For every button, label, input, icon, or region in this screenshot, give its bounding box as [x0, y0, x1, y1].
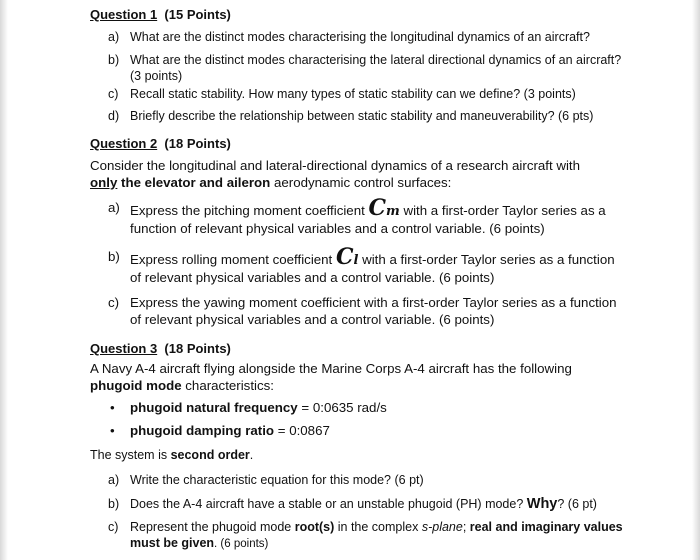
- q3-item-c-post: . (6 points): [214, 538, 269, 550]
- q3-intro-rest: characteristics:: [181, 378, 274, 393]
- q1-item-d-text: Briefly describe the relationship between static stability and maneuverability? (6 pts): [130, 109, 594, 123]
- q3-item-c-bold1: root(s): [294, 520, 335, 534]
- bullet-natural-frequency: [110, 400, 387, 415]
- q3-item-a: [108, 472, 628, 488]
- system-order-line: [90, 447, 620, 464]
- bullet-damping-ratio: [110, 423, 330, 438]
- q1-item-b-text: What are the distinct modes characterising the lateral directional dynamics of an aircraft? (3 points): [130, 53, 622, 83]
- q2-item-a-label: a): [108, 200, 120, 215]
- q2-item-b: [108, 244, 628, 286]
- q2-item-b-pre: Express rolling moment coefficient: [130, 252, 336, 267]
- q3-item-c: [108, 519, 628, 552]
- bullet-1-label: phugoid natural frequency: [130, 400, 298, 415]
- q1-item-d: [108, 108, 628, 124]
- q2-item-c-text: Express the yawing moment coefficient with a first-order Taylor series as a function of relevant physical variables and a control variable. (6 points): [130, 295, 617, 327]
- q2-item-a: [108, 195, 628, 237]
- question-3-points: (18 Points): [164, 341, 231, 356]
- q2-item-b-post: with a first-order Taylor series as a function of relevant physical variables and a control variable. (6 points): [130, 252, 615, 285]
- q3-item-c-italic: s-plane: [421, 520, 463, 534]
- page-shadow-left: [0, 0, 8, 560]
- q3-item-b-post: ? (6 pt): [557, 497, 597, 511]
- question-3-heading: [90, 341, 231, 356]
- q3-item-a-text: Write the characteristic equation for this mode? (6 pt): [130, 473, 424, 487]
- question-3-title: Question 3: [90, 341, 158, 356]
- question-1-title: Question 1: [90, 7, 158, 22]
- question-2-title: Question 2: [90, 136, 158, 151]
- q3-item-c-label: c): [108, 520, 119, 534]
- q2-item-a-text: [130, 195, 628, 237]
- system-line-bold: second order: [170, 448, 250, 462]
- q1-item-b-label: b): [108, 53, 120, 67]
- q2-item-b-label: b): [108, 249, 120, 264]
- q2-intro-rest: aerodynamic control surfaces:: [270, 175, 452, 190]
- q3-item-b-text: [130, 496, 628, 512]
- q2-intro-only: only: [90, 175, 118, 190]
- q3-item-b-why: Why: [526, 496, 558, 512]
- bullet-2-label: phugoid damping ratio: [130, 423, 275, 438]
- q2-intro-line1: Consider the longitudinal and lateral-directional dynamics of a research aircraft with: [90, 158, 581, 173]
- cm-symbol: C: [368, 195, 386, 221]
- q1-item-a: [108, 29, 628, 45]
- cl-subscript: l: [353, 253, 359, 268]
- q2-intro-bold: the elevator and aileron: [117, 175, 271, 190]
- q2-item-a-pre: Express the pitching moment coefficient: [130, 203, 369, 218]
- question-3-intro: [90, 360, 620, 394]
- q3-item-b: [108, 496, 628, 512]
- q3-item-c-pre: Represent the phugoid mode: [130, 520, 295, 534]
- cm-subscript: m: [386, 204, 400, 219]
- bullet-dot-icon: •: [110, 400, 115, 415]
- q3-item-b-pre: Does the A-4 aircraft have a stable or an unstable phugoid (PH) mode?: [130, 497, 527, 511]
- bullet-2-value: = 0:0867: [274, 423, 330, 438]
- q3-item-c-mid: in the complex: [334, 520, 422, 534]
- question-2-points: (18 Points): [164, 136, 231, 151]
- q1-item-c-label: c): [108, 87, 119, 101]
- q1-item-c-text: Recall static stability. How many types of static stability can we define? (3 points): [130, 87, 576, 101]
- q3-item-c-mid2: ;: [462, 520, 470, 534]
- bullet-dot-icon: •: [110, 423, 115, 438]
- q1-item-c: [108, 86, 628, 102]
- q3-item-c-bold2: real and imaginary values must be given: [130, 520, 623, 550]
- question-1-points: (15 Points): [164, 7, 231, 22]
- q1-item-a-label: a): [108, 30, 120, 44]
- q3-intro-line1: A Navy A-4 aircraft flying alongside the Marine Corps A-4 aircraft has the following: [90, 361, 572, 376]
- system-line-post: .: [249, 448, 254, 462]
- bullet-1-value: = 0:0635 rad/s: [297, 400, 387, 415]
- question-2-intro: [90, 157, 620, 191]
- q3-item-a-label: a): [108, 473, 120, 487]
- question-2-heading: [90, 136, 231, 151]
- q1-item-d-label: d): [108, 109, 120, 123]
- system-line-pre: The system is: [90, 448, 171, 462]
- q1-item-b: [108, 52, 628, 84]
- q2-item-a-post: with a first-order Taylor series as a function of relevant physical variables and a control variable. (6 points): [130, 203, 606, 236]
- q2-item-c: [108, 295, 628, 328]
- page-shadow-right: [692, 0, 700, 560]
- q2-item-b-text: [130, 244, 628, 286]
- question-1-heading: [90, 7, 231, 22]
- q1-item-a-text: What are the distinct modes characterising the longitudinal dynamics of an aircraft?: [130, 30, 590, 44]
- q3-intro-bold: phugoid mode: [90, 378, 182, 393]
- q2-item-c-label: c): [108, 295, 120, 310]
- q3-item-c-text: [130, 519, 628, 552]
- cl-symbol: C: [335, 244, 354, 270]
- q3-item-b-label: b): [108, 497, 120, 511]
